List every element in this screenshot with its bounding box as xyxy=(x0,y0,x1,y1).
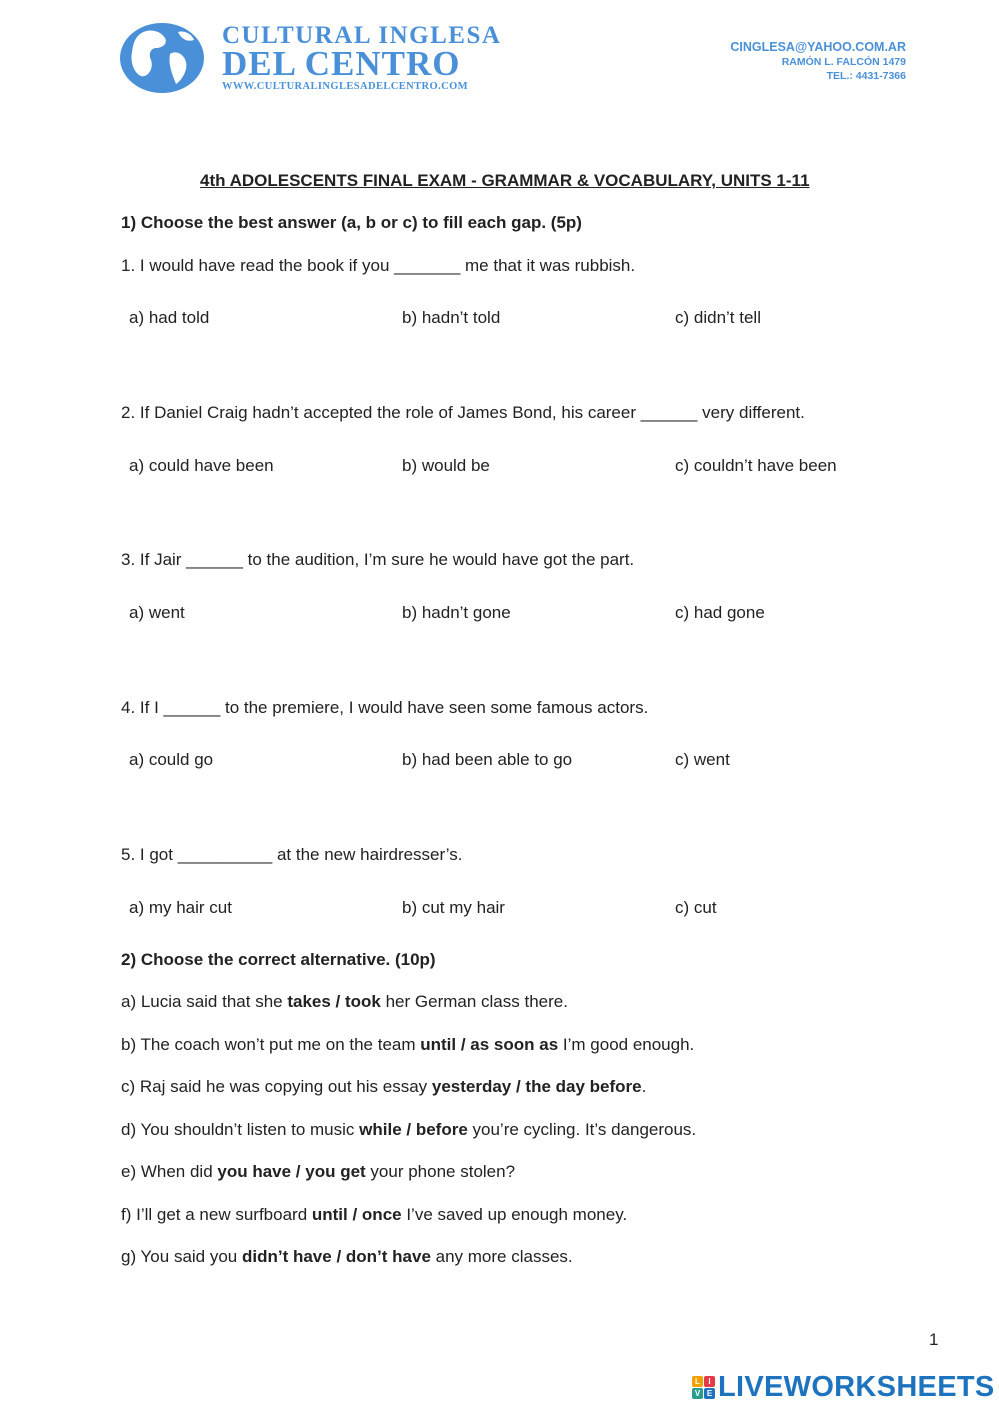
alternative-text: f) I’ll get a new surfboard xyxy=(121,1205,312,1224)
alternative-item xyxy=(121,1247,573,1267)
alternative-text: b) The coach won’t put me on the team xyxy=(121,1035,421,1054)
question-2-option-c: c) couldn’t have been xyxy=(675,456,837,475)
alternative-text: . xyxy=(641,1077,647,1096)
section2-title: 2) Choose the correct alternative. (10p) xyxy=(121,950,436,969)
question-3-option-a: a) went xyxy=(129,603,185,622)
badge-letter: L xyxy=(692,1376,703,1387)
globe-icon xyxy=(118,18,210,96)
alternative-item xyxy=(121,1162,515,1182)
liveworksheets-wordmark: LIVEWORKSHEETS xyxy=(718,1371,995,1403)
exam-title: 4th ADOLESCENTS FINAL EXAM - GRAMMAR & VOCABULARY, UNITS 1-11 xyxy=(200,171,810,190)
question-3-option-b: b) hadn’t gone xyxy=(402,603,511,622)
contact-address: RAMÓN L. FALCÓN 1479 xyxy=(781,56,906,68)
alternative-choice[interactable]: until / once xyxy=(311,1205,402,1224)
section1-title: 1) Choose the best answer (a, b or c) to fill each gap. (5p) xyxy=(121,213,582,232)
page-number: 1 xyxy=(929,1330,939,1349)
alternative-item xyxy=(121,992,568,1012)
alternative-text: a) Lucia said that she xyxy=(121,992,288,1011)
question-1-option-c: c) didn’t tell xyxy=(675,308,761,327)
question-3-option-c: c) had gone xyxy=(675,603,765,622)
question-4-option-a: a) could go xyxy=(129,750,214,769)
school-logo xyxy=(118,18,502,98)
question-2: 2. If Daniel Craig hadn’t accepted the role of James Bond, his career ______ very different. xyxy=(121,403,805,422)
alternative-item xyxy=(121,1077,646,1097)
alternative-choice[interactable]: until / as soon as xyxy=(420,1035,559,1054)
question-5-option-a: a) my hair cut xyxy=(129,898,232,917)
org-name-line2: DEL CENTRO xyxy=(222,44,461,83)
alternative-choice[interactable]: you have / you get xyxy=(217,1162,366,1181)
question-5-option-b: b) cut my hair xyxy=(402,898,505,917)
alternative-text: any more classes. xyxy=(430,1247,573,1266)
alternative-text: e) When did xyxy=(121,1162,218,1181)
alternative-item xyxy=(121,1205,627,1225)
question-3: 3. If Jair ______ to the audition, I’m sure he would have got the part. xyxy=(121,550,635,569)
contact-email: CINGLESA@YAHOO.COM.AR xyxy=(730,40,906,54)
org-website: WWW.CULTURALINGLESADELCENTRO.COM xyxy=(222,81,468,92)
question-4-option-b: b) had been able to go xyxy=(402,750,573,769)
alternative-text: I’ve saved up enough money. xyxy=(401,1205,628,1224)
question-2-option-b: b) would be xyxy=(402,456,490,475)
question-1-option-a: a) had told xyxy=(129,308,210,327)
badge-letter: V xyxy=(692,1388,703,1399)
question-5: 5. I got __________ at the new hairdresser’s. xyxy=(121,845,463,864)
question-4-option-c: c) went xyxy=(675,750,730,769)
alternative-choice[interactable]: yesterday / the day before xyxy=(431,1077,642,1096)
alternative-text: her German class there. xyxy=(380,992,568,1011)
question-4: 4. If I ______ to the premiere, I would have seen some famous actors. xyxy=(121,698,649,717)
alternative-text: I’m good enough. xyxy=(558,1035,695,1054)
question-2-option-a: a) could have been xyxy=(129,456,274,475)
question-1: 1. I would have read the book if you _______ me that it was rubbish. xyxy=(121,256,636,275)
contact-phone: TEL.: 4431-7366 xyxy=(826,70,906,82)
alternative-item xyxy=(121,1035,694,1055)
org-name-line1: CULTURAL INGLESA xyxy=(222,22,502,49)
alternative-text: g) You said you xyxy=(121,1247,242,1266)
alternative-choice[interactable]: didn’t have / don’t have xyxy=(241,1247,431,1266)
question-1-option-b: b) hadn’t told xyxy=(402,308,501,327)
alternative-text: c) Raj said he was copying out his essay xyxy=(121,1077,432,1096)
question-5-option-c: c) cut xyxy=(675,898,717,917)
alternative-choice[interactable]: while / before xyxy=(359,1120,468,1139)
badge-letter: E xyxy=(704,1388,715,1399)
badge-letter: I xyxy=(704,1376,715,1387)
liveworksheets-logo[interactable] xyxy=(692,1371,995,1403)
alternative-text: your phone stolen? xyxy=(365,1162,516,1181)
alternative-item xyxy=(121,1120,696,1140)
contact-info xyxy=(730,40,906,83)
alternative-text: d) You shouldn’t listen to music xyxy=(121,1120,360,1139)
liveworksheets-badge-icon xyxy=(692,1376,716,1400)
alternative-text: you’re cycling. It’s dangerous. xyxy=(467,1120,697,1139)
alternative-choice[interactable]: takes / took xyxy=(287,992,381,1011)
